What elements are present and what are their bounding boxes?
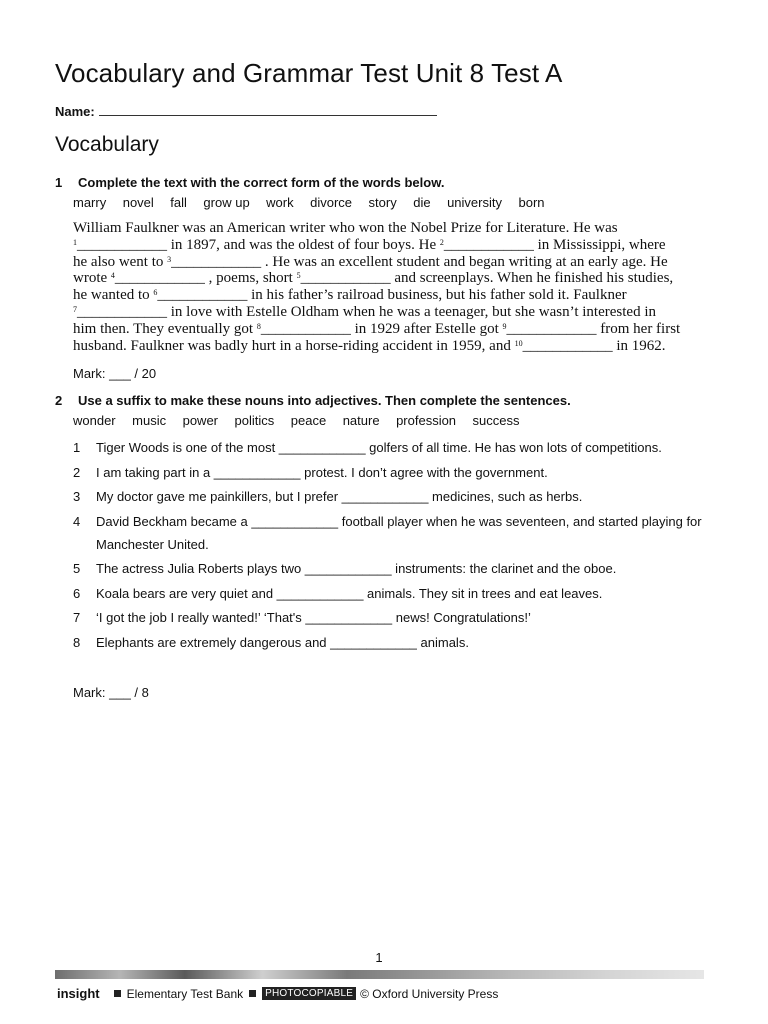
square-bullet-icon — [249, 990, 256, 997]
page-number: 1 — [375, 950, 383, 965]
name-field-row — [55, 104, 437, 119]
word-bank-item: story — [368, 195, 397, 210]
word-bank-item: divorce — [310, 195, 353, 210]
sentence-item — [73, 557, 713, 580]
passage-line — [73, 304, 713, 321]
sentence-item — [73, 631, 713, 654]
passage-text — [73, 220, 713, 354]
footer-series: Elementary Test Bank — [126, 986, 244, 1001]
passage-text-segment: him then. They eventually got — [73, 320, 257, 337]
gap-number: 5 — [296, 271, 301, 281]
passage-text-segment: ____________ in 1962. — [522, 337, 666, 354]
exercise-2-heading — [55, 393, 571, 408]
passage-line — [73, 338, 713, 355]
gap-number: 1 — [73, 237, 77, 247]
sentence-text: My doctor gave me painkillers, but I prefer ____________ medicines, such as herbs. — [96, 489, 583, 504]
passage-text-segment: ____________ in Mississippi, where — [443, 236, 666, 253]
passage-text-segment: ____________ , poems, short — [114, 270, 297, 287]
gap-number: 9 — [502, 321, 507, 331]
word-bank-item: novel — [122, 195, 154, 210]
page-title: Vocabulary and Grammar Test Unit 8 Test A — [55, 58, 563, 88]
passage-line — [73, 220, 713, 237]
sentence-item — [73, 510, 713, 556]
word-bank-item: politics — [234, 413, 275, 428]
passage-line — [73, 270, 713, 287]
sentence-number: 1 — [73, 440, 81, 455]
passage-text-segment: ____________ . He was an excellent student and began writing at an early age. He — [171, 253, 668, 270]
word-bank-item: university — [447, 195, 502, 210]
passage-text-segment: ____________ and screenplays. When he finished his studies, — [300, 270, 674, 287]
gap-number: 2 — [439, 237, 444, 247]
exercise-1-heading — [55, 175, 444, 190]
sentence-text: ‘I got the job I really wanted!’ ‘That's ____________ news! Congratulations!’ — [96, 610, 531, 625]
exercise-number: 1 — [55, 175, 63, 190]
word-bank-item: work — [266, 195, 294, 210]
passage-text-segment: William Faulkner was an American writer who won the Nobel Prize for Literature. He was — [73, 220, 618, 236]
square-bullet-icon — [114, 990, 121, 997]
sentence-text: I am taking part in a ____________ protest. I don’t agree with the government. — [96, 464, 548, 480]
sentence-list — [73, 436, 713, 655]
gap-number: 7 — [73, 304, 77, 314]
passage-line — [73, 237, 713, 254]
sentence-text: Koala bears are very quiet and ____________ animals. They sit in trees and eat leaves. — [96, 585, 603, 601]
word-bank-1 — [73, 195, 561, 210]
exercise-instruction: Use a suffix to make these nouns into adjectives. Then complete the sentences. — [78, 393, 571, 408]
passage-text-segment: he wanted to — [73, 287, 154, 304]
footer-publisher: © Oxford University Press — [360, 986, 499, 1001]
passage-text-segment: ____________ in love with Estelle Oldham when he was a teenager, but she wasn’t interested in — [77, 303, 656, 320]
word-bank-item: profession — [396, 413, 457, 428]
passage-line — [73, 254, 713, 271]
word-bank-item: fall — [170, 195, 187, 210]
gap-number: 6 — [153, 288, 158, 298]
sentence-item — [73, 461, 713, 484]
word-bank-item: born — [518, 195, 545, 210]
word-bank-item: die — [413, 195, 431, 210]
sentence-item — [73, 436, 713, 459]
section-heading: Vocabulary — [55, 133, 159, 156]
sentence-number: 2 — [73, 464, 81, 480]
passage-text-segment: ____________ in 1929 after Estelle got — [260, 320, 503, 337]
footer-photo-band — [55, 970, 704, 979]
passage-text-segment: wrote — [73, 270, 111, 287]
passage-line — [73, 321, 713, 338]
gap-number: 3 — [167, 254, 172, 264]
mark-score-1: Mark: ___ / 20 — [73, 366, 157, 381]
mark-score-2: Mark: ___ / 8 — [73, 685, 149, 700]
passage-text-segment: he also went to — [73, 253, 168, 270]
sentence-number: 6 — [73, 585, 81, 601]
passage-text-segment: ____________ in his father’s railroad business, but his father sold it. Faulkner — [157, 287, 627, 304]
name-blank-line[interactable] — [99, 104, 437, 116]
sentence-item — [73, 485, 713, 508]
word-bank-item: wonder — [73, 413, 116, 428]
exercise-instruction: Complete the text with the correct form of the words below. — [78, 175, 445, 190]
sentence-text: Elephants are extremely dangerous and ____________ animals. — [96, 634, 469, 650]
passage-text-segment: ____________ from her first — [506, 320, 681, 337]
passage-text-segment: ____________ in 1897, and was the oldest of four boys. He — [77, 236, 440, 253]
sentence-text: Tiger Woods is one of the most ____________ golfers of all time. He has won lots of competitions. — [96, 440, 662, 455]
photocopiable-badge: PHOTOCOPIABLE — [262, 987, 356, 1000]
sentence-item — [73, 582, 713, 605]
sentence-number: 3 — [73, 489, 81, 504]
word-bank-item: music — [132, 413, 167, 428]
name-label: Name: — [55, 104, 95, 119]
sentence-number: 7 — [73, 610, 81, 625]
sentence-item — [73, 606, 713, 629]
passage-text-segment: husband. Faulkner was badly hurt in a horse-riding accident in 1959, and — [73, 337, 515, 354]
footer — [57, 986, 498, 1001]
word-bank-2 — [73, 413, 536, 428]
exercise-number: 2 — [55, 393, 63, 408]
gap-number: 8 — [256, 321, 261, 331]
word-bank-item: nature — [342, 413, 380, 428]
sentence-number: 8 — [73, 634, 81, 650]
word-bank-item: marry — [73, 195, 107, 210]
sentence-number: 5 — [73, 561, 81, 576]
gap-number: 10 — [514, 338, 523, 348]
sentence-text: David Beckham became a ____________ football player when he was seventeen, and started playing for Manchester United. — [96, 513, 702, 552]
word-bank-item: power — [182, 413, 219, 428]
word-bank-item: peace — [290, 413, 327, 428]
sentence-text: The actress Julia Roberts plays two ____________ instruments: the clarinet and the oboe. — [96, 561, 617, 576]
word-bank-item: grow up — [203, 195, 250, 210]
sentence-number: 4 — [73, 513, 81, 529]
word-bank-item: success — [472, 413, 520, 428]
passage-line — [73, 287, 713, 304]
brand-logo: insight — [57, 986, 100, 1001]
gap-number: 4 — [110, 271, 115, 281]
